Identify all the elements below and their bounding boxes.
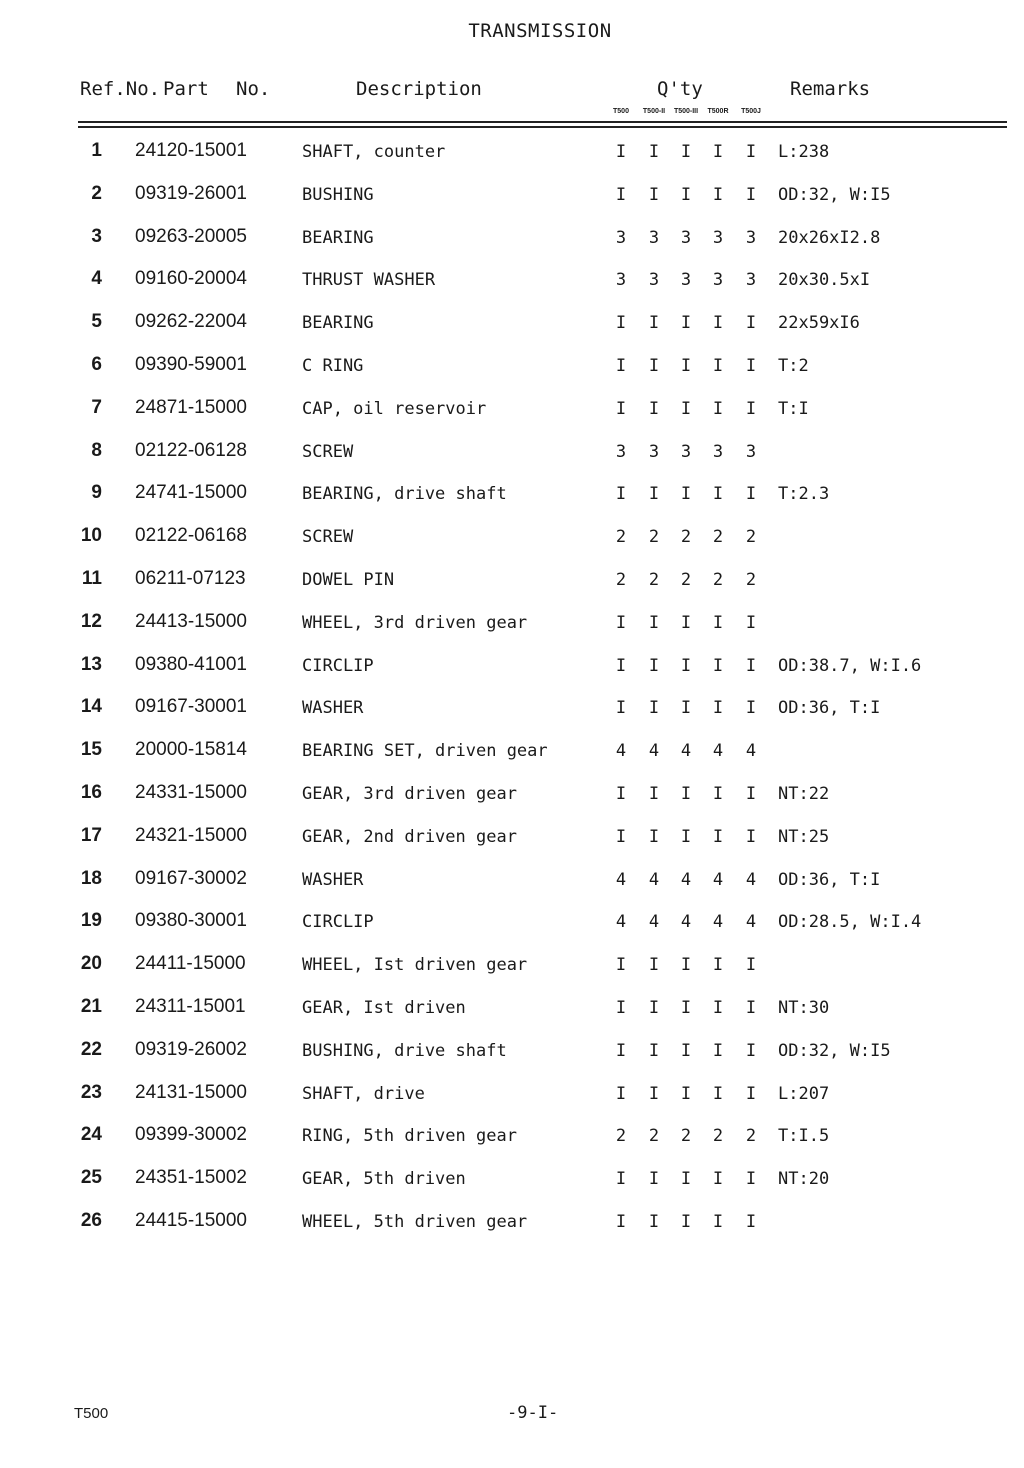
qty-cell: I bbox=[712, 484, 724, 505]
qty-cell: I bbox=[680, 1083, 692, 1104]
qty-cell: 3 bbox=[712, 227, 724, 248]
qty-cell: I bbox=[615, 655, 627, 676]
remarks-cell: T:2.3 bbox=[778, 484, 830, 505]
qty-cell: 2 bbox=[648, 570, 660, 590]
qty-cell: I bbox=[615, 1169, 627, 1190]
qty-cell: I bbox=[648, 313, 660, 334]
qty-cell: 2 bbox=[680, 527, 692, 548]
part-number: 09319-26001 bbox=[135, 182, 247, 204]
qty-cell: I bbox=[745, 784, 757, 804]
qty-cell: I bbox=[680, 398, 692, 419]
qty-cell: I bbox=[745, 184, 757, 205]
remarks-cell: NT:22 bbox=[778, 784, 830, 804]
page-number: -9-I- bbox=[507, 1403, 559, 1423]
part-description: SCREW bbox=[302, 527, 354, 548]
part-number: 02122-06168 bbox=[135, 525, 247, 547]
qty-cell: 3 bbox=[615, 441, 627, 462]
qty-cell: I bbox=[615, 313, 627, 334]
qty-cell: I bbox=[712, 356, 724, 376]
part-number: 24311-15001 bbox=[135, 996, 246, 1017]
part-number: 20000-15814 bbox=[135, 739, 247, 761]
table-row bbox=[0, 687, 1024, 730]
qty-cell: I bbox=[615, 1040, 627, 1061]
qty-cell: I bbox=[712, 1083, 724, 1104]
part-description: BEARING bbox=[302, 227, 374, 248]
qty-cell: I bbox=[712, 184, 724, 205]
part-description: GEAR, 2nd driven gear bbox=[302, 826, 517, 847]
ref-number: 5 bbox=[91, 311, 102, 333]
qty-cell: I bbox=[712, 398, 724, 419]
qty-cell: I bbox=[680, 784, 692, 804]
part-number: 24120-15001 bbox=[135, 140, 247, 161]
qty-cell: I bbox=[745, 826, 757, 847]
remarks-cell: T:I.5 bbox=[778, 1126, 830, 1147]
ref-number: 16 bbox=[80, 782, 102, 803]
remarks-cell: 20x26xI2.8 bbox=[778, 227, 881, 248]
qty-cell: I bbox=[712, 612, 724, 633]
qty-cell: I bbox=[680, 184, 692, 205]
table-row bbox=[0, 1030, 1024, 1073]
qty-cell: I bbox=[680, 955, 692, 976]
ref-number: 17 bbox=[80, 824, 102, 846]
qty-cell: I bbox=[615, 826, 627, 847]
remarks-cell: OD:36, T:I bbox=[778, 869, 881, 890]
qty-cell: I bbox=[712, 1212, 724, 1232]
table-row bbox=[0, 431, 1024, 474]
part-number: 24415-15000 bbox=[135, 1210, 247, 1231]
qty-cell: I bbox=[615, 1083, 627, 1104]
part-number: 09262-22004 bbox=[135, 311, 247, 333]
qty-cell: I bbox=[745, 612, 757, 633]
qty-cell: I bbox=[615, 1212, 627, 1232]
qty-cell: 4 bbox=[615, 741, 627, 762]
qty-cell: 2 bbox=[712, 527, 724, 548]
qty-cell: 2 bbox=[648, 1126, 660, 1147]
qty-cell: 4 bbox=[712, 741, 724, 762]
table-row bbox=[0, 944, 1024, 987]
table-row bbox=[0, 516, 1024, 559]
qty-cell: I bbox=[712, 998, 724, 1018]
qty-cell: 4 bbox=[680, 912, 692, 933]
qty-cell: I bbox=[680, 313, 692, 334]
qty-cell: I bbox=[745, 142, 757, 162]
table-row bbox=[0, 345, 1024, 388]
qty-cell: I bbox=[648, 1169, 660, 1190]
qty-cell: I bbox=[648, 398, 660, 419]
qty-cell: I bbox=[712, 313, 724, 334]
table-row bbox=[0, 217, 1024, 260]
part-description: WASHER bbox=[302, 698, 364, 719]
qty-cell: 2 bbox=[680, 570, 692, 590]
table-row bbox=[0, 645, 1024, 688]
qty-cell: I bbox=[615, 612, 627, 633]
qty-cell: I bbox=[745, 484, 757, 505]
qty-cell: I bbox=[680, 1040, 692, 1061]
qty-cell: 4 bbox=[648, 869, 660, 890]
ref-number: 3 bbox=[91, 225, 102, 247]
part-description: C RING bbox=[302, 356, 364, 376]
part-description: BEARING bbox=[302, 313, 374, 334]
qty-cell: I bbox=[745, 655, 757, 676]
qty-cell: I bbox=[680, 698, 692, 719]
part-description: RING, 5th driven gear bbox=[302, 1126, 517, 1147]
ref-number: 12 bbox=[80, 610, 102, 632]
qty-cell: I bbox=[712, 698, 724, 719]
remarks-cell: 22x59xI6 bbox=[778, 313, 860, 334]
header-no: No. bbox=[236, 78, 271, 100]
ref-number: 9 bbox=[91, 482, 102, 504]
qty-cell: 3 bbox=[648, 270, 660, 291]
remarks-cell: T:2 bbox=[778, 356, 809, 376]
qty-cell: 2 bbox=[745, 570, 757, 590]
qty-cell: I bbox=[680, 998, 692, 1018]
part-description: SHAFT, counter bbox=[302, 142, 446, 162]
qty-cell: I bbox=[680, 356, 692, 376]
part-description: GEAR, 3rd driven gear bbox=[302, 784, 517, 804]
qty-cell: I bbox=[712, 1169, 724, 1190]
qty-cell: I bbox=[615, 698, 627, 719]
table-row bbox=[0, 987, 1024, 1030]
qty-cell: I bbox=[712, 1040, 724, 1061]
part-number: 09380-30001 bbox=[135, 910, 247, 932]
qty-cell: I bbox=[615, 142, 627, 162]
footer-model: T500 bbox=[74, 1405, 109, 1422]
part-number: 09167-30002 bbox=[135, 867, 247, 889]
header-part: Part bbox=[163, 78, 209, 100]
table-row bbox=[0, 388, 1024, 431]
part-description: WHEEL, 5th driven gear bbox=[302, 1212, 528, 1232]
qty-cell: 4 bbox=[712, 869, 724, 890]
ref-number: 25 bbox=[80, 1167, 102, 1189]
part-number: 24741-15000 bbox=[135, 482, 247, 504]
qty-cell: 2 bbox=[745, 527, 757, 548]
page-title: TRANSMISSION bbox=[468, 20, 612, 42]
qty-cell: 3 bbox=[745, 441, 757, 462]
remarks-cell: NT:20 bbox=[778, 1169, 830, 1190]
table-row bbox=[0, 1073, 1024, 1116]
qty-cell: I bbox=[680, 612, 692, 633]
part-description: WHEEL, Ist driven gear bbox=[302, 955, 528, 976]
table-row bbox=[0, 730, 1024, 773]
qty-cell: I bbox=[712, 784, 724, 804]
qty-cell: I bbox=[648, 826, 660, 847]
part-description: DOWEL PIN bbox=[302, 570, 395, 590]
qty-cell: I bbox=[615, 484, 627, 505]
qty-cell: 2 bbox=[680, 1126, 692, 1147]
qty-cell: 3 bbox=[648, 441, 660, 462]
table-row bbox=[0, 602, 1024, 645]
part-number: 24351-15002 bbox=[135, 1167, 247, 1189]
qty-cell: I bbox=[615, 998, 627, 1018]
qty-cell: I bbox=[648, 1083, 660, 1104]
part-description: BEARING SET, driven gear bbox=[302, 741, 548, 762]
header-description: Description bbox=[356, 78, 482, 100]
ref-number: 15 bbox=[80, 739, 102, 761]
part-description: CIRCLIP bbox=[302, 912, 374, 933]
ref-number: 13 bbox=[80, 653, 102, 675]
table-row bbox=[0, 773, 1024, 816]
table-row bbox=[0, 174, 1024, 217]
ref-number: 20 bbox=[80, 953, 102, 975]
qty-cell: I bbox=[680, 142, 692, 162]
part-description: THRUST WASHER bbox=[302, 270, 436, 291]
part-description: WASHER bbox=[302, 869, 364, 890]
qty-cell: 4 bbox=[712, 912, 724, 933]
remarks-cell: 20x30.5xI bbox=[778, 270, 871, 291]
qty-cell: 3 bbox=[745, 270, 757, 291]
ref-number: 2 bbox=[91, 182, 102, 204]
qty-cell: I bbox=[680, 1212, 692, 1232]
part-description: SHAFT, drive bbox=[302, 1083, 425, 1104]
qty-cell: I bbox=[648, 998, 660, 1018]
remarks-cell: T:I bbox=[778, 398, 809, 419]
qty-cell: I bbox=[648, 356, 660, 376]
qty-cell: 2 bbox=[648, 527, 660, 548]
qty-cell: I bbox=[712, 142, 724, 162]
part-description: SCREW bbox=[302, 441, 354, 462]
qty-cell: 2 bbox=[745, 1126, 757, 1147]
ref-number: 1 bbox=[91, 140, 102, 161]
qty-cell: 3 bbox=[712, 270, 724, 291]
qty-cell: 3 bbox=[712, 441, 724, 462]
qty-cell: 4 bbox=[745, 912, 757, 933]
remarks-cell: OD:36, T:I bbox=[778, 698, 881, 719]
qty-cell: I bbox=[648, 698, 660, 719]
ref-number: 14 bbox=[80, 696, 102, 718]
part-description: CAP, oil reservoir bbox=[302, 398, 487, 419]
part-number: 06211-07123 bbox=[135, 568, 246, 589]
qty-cell: 4 bbox=[615, 869, 627, 890]
qty-cell: I bbox=[712, 655, 724, 676]
ref-number: 7 bbox=[91, 396, 102, 418]
remarks-cell: OD:32, W:I5 bbox=[778, 184, 891, 205]
part-number: 02122-06128 bbox=[135, 439, 247, 461]
part-number: 09390-59001 bbox=[135, 354, 247, 375]
part-number: 09160-20004 bbox=[135, 268, 247, 290]
part-description: BEARING, drive shaft bbox=[302, 484, 507, 505]
qty-cell: 2 bbox=[712, 1126, 724, 1147]
remarks-cell: OD:28.5, W:I.4 bbox=[778, 912, 922, 933]
model-header: T500J bbox=[741, 108, 761, 115]
part-number: 24413-15000 bbox=[135, 610, 247, 632]
qty-cell: I bbox=[745, 1083, 757, 1104]
ref-number: 6 bbox=[91, 354, 102, 375]
remarks-cell: L:238 bbox=[778, 142, 830, 162]
part-number: 24331-15000 bbox=[135, 782, 247, 803]
model-column-headers bbox=[606, 108, 766, 120]
qty-cell: 4 bbox=[680, 869, 692, 890]
part-number: 09380-41001 bbox=[135, 653, 247, 675]
qty-cell: 2 bbox=[712, 570, 724, 590]
ref-number: 21 bbox=[80, 996, 102, 1017]
header-qty: Q'ty bbox=[657, 78, 703, 100]
qty-cell: I bbox=[745, 1169, 757, 1190]
remarks-cell: OD:32, W:I5 bbox=[778, 1040, 891, 1061]
remarks-cell: NT:25 bbox=[778, 826, 830, 847]
qty-cell: 4 bbox=[648, 912, 660, 933]
qty-cell: I bbox=[712, 826, 724, 847]
qty-cell: I bbox=[745, 1212, 757, 1232]
qty-cell: I bbox=[615, 955, 627, 976]
qty-cell: I bbox=[680, 1169, 692, 1190]
qty-cell: I bbox=[745, 698, 757, 719]
ref-number: 24 bbox=[80, 1124, 102, 1146]
part-description: BUSHING bbox=[302, 184, 374, 205]
part-description: WHEEL, 3rd driven gear bbox=[302, 612, 528, 633]
ref-number: 22 bbox=[80, 1038, 102, 1060]
qty-cell: I bbox=[615, 184, 627, 205]
part-number: 24131-15000 bbox=[135, 1081, 247, 1103]
qty-cell: 2 bbox=[615, 527, 627, 548]
qty-cell: I bbox=[745, 356, 757, 376]
remarks-cell: OD:38.7, W:I.6 bbox=[778, 655, 922, 676]
ref-number: 11 bbox=[81, 568, 102, 589]
qty-cell: I bbox=[615, 356, 627, 376]
qty-cell: 2 bbox=[615, 570, 627, 590]
ref-number: 19 bbox=[80, 910, 102, 932]
table-row bbox=[0, 859, 1024, 902]
part-number: 09263-20005 bbox=[135, 225, 247, 247]
part-number: 09167-30001 bbox=[135, 696, 247, 718]
table-row bbox=[0, 901, 1024, 944]
remarks-cell: NT:30 bbox=[778, 998, 830, 1018]
header-divider bbox=[78, 121, 1007, 123]
qty-cell: I bbox=[745, 1040, 757, 1061]
table-row bbox=[0, 473, 1024, 516]
part-description: CIRCLIP bbox=[302, 655, 374, 676]
table-row bbox=[0, 1158, 1024, 1201]
remarks-cell: L:207 bbox=[778, 1083, 830, 1104]
ref-number: 26 bbox=[80, 1210, 102, 1231]
model-header: T500-II bbox=[642, 108, 666, 115]
qty-cell: I bbox=[745, 313, 757, 334]
qty-cell: I bbox=[680, 484, 692, 505]
header-remarks: Remarks bbox=[790, 78, 871, 100]
part-description: GEAR, Ist driven bbox=[302, 998, 466, 1018]
header-ref-no: Ref.No. bbox=[80, 78, 161, 100]
qty-cell: I bbox=[745, 398, 757, 419]
ref-number: 10 bbox=[80, 525, 102, 547]
qty-cell: I bbox=[745, 955, 757, 976]
table-row bbox=[0, 131, 1024, 174]
ref-number: 4 bbox=[91, 268, 102, 290]
table-row bbox=[0, 302, 1024, 345]
qty-cell: 3 bbox=[680, 441, 692, 462]
qty-cell: 3 bbox=[680, 227, 692, 248]
qty-cell: I bbox=[648, 784, 660, 804]
header-divider bbox=[78, 126, 1007, 128]
part-number: 09399-30002 bbox=[135, 1124, 247, 1146]
part-number: 09319-26002 bbox=[135, 1038, 247, 1060]
model-header: T500 bbox=[613, 108, 629, 115]
qty-cell: I bbox=[648, 612, 660, 633]
qty-cell: I bbox=[615, 398, 627, 419]
qty-cell: 3 bbox=[745, 227, 757, 248]
qty-cell: I bbox=[712, 955, 724, 976]
qty-cell: 4 bbox=[615, 912, 627, 933]
qty-cell: I bbox=[680, 655, 692, 676]
qty-cell: I bbox=[648, 184, 660, 205]
qty-cell: 4 bbox=[648, 741, 660, 762]
part-number: 24871-15000 bbox=[135, 396, 247, 418]
qty-cell: I bbox=[648, 484, 660, 505]
qty-cell: 2 bbox=[615, 1126, 627, 1147]
part-description: BUSHING, drive shaft bbox=[302, 1040, 507, 1061]
qty-cell: I bbox=[615, 784, 627, 804]
model-header: T500R bbox=[707, 108, 729, 115]
qty-cell: 3 bbox=[680, 270, 692, 291]
model-header: T500-III bbox=[673, 108, 699, 115]
qty-cell: I bbox=[745, 998, 757, 1018]
part-number: 24411-15000 bbox=[135, 953, 246, 975]
qty-cell: I bbox=[648, 1212, 660, 1232]
qty-cell: I bbox=[648, 1040, 660, 1061]
qty-cell: 3 bbox=[615, 227, 627, 248]
qty-cell: I bbox=[648, 955, 660, 976]
qty-cell: I bbox=[680, 826, 692, 847]
table-row bbox=[0, 1115, 1024, 1158]
part-number: 24321-15000 bbox=[135, 824, 247, 846]
ref-number: 18 bbox=[80, 867, 102, 889]
table-row bbox=[0, 559, 1024, 602]
qty-cell: 4 bbox=[745, 869, 757, 890]
table-row bbox=[0, 816, 1024, 859]
part-description: GEAR, 5th driven bbox=[302, 1169, 466, 1190]
qty-cell: I bbox=[648, 142, 660, 162]
qty-cell: I bbox=[648, 655, 660, 676]
table-row bbox=[0, 1201, 1024, 1244]
table-row bbox=[0, 259, 1024, 302]
qty-cell: 4 bbox=[680, 741, 692, 762]
qty-cell: 3 bbox=[648, 227, 660, 248]
ref-number: 8 bbox=[91, 439, 102, 461]
ref-number: 23 bbox=[80, 1081, 102, 1103]
qty-cell: 4 bbox=[745, 741, 757, 762]
qty-cell: 3 bbox=[615, 270, 627, 291]
